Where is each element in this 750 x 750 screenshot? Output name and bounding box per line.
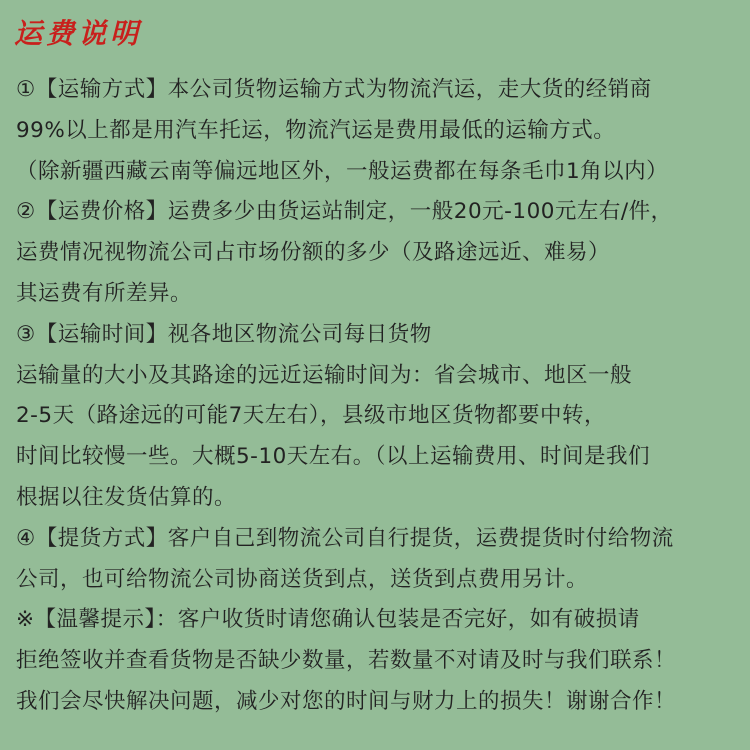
- text-line: 公司，也可给物流公司协商送货到点，送货到点费用另计。: [16, 566, 589, 592]
- text-line: 我们会尽快解决问题，减少对您的时间与财力上的损失！谢谢合作！: [16, 688, 677, 714]
- text-line: ①【运输方式】本公司货物运输方式为物流汽运，走大货的经销商: [16, 77, 652, 102]
- text-line: ※【温馨提示】：客户收货时请您确认包装是否完好，如有破损请: [16, 607, 640, 633]
- text-line: ②【运费价格】运费多少由货运站制定，一般20元-100元左右/件，: [16, 199, 673, 225]
- text-line: 2-5天（路途远的可能7天左右），县级市地区货物都要中转，: [16, 403, 607, 429]
- text-line: 时间比较慢一些。大概5-10天左右。（以上运输费用、时间是我们: [16, 444, 651, 470]
- text-line: ③【运输时间】视各地区物流公司每日货物: [16, 321, 432, 347]
- text-line: 其运费有所差异。: [16, 280, 193, 306]
- text-line: 99%以上都是用汽车托运，物流汽运是费用最低的运输方式。: [16, 117, 616, 143]
- text-line: 拒绝签收并查看货物是否缺少数量，若数量不对请及时与我们联系！: [16, 648, 677, 674]
- text-line: 运费情况视物流公司占市场份额的多少（及路途远近、难易）: [16, 240, 611, 266]
- text-line: （除新疆西藏云南等偏远地区外，一般运费都在每条毛巾1角以内）: [16, 158, 669, 184]
- text-line: 运输量的大小及其路途的远近运输时间为：省会城市、地区一般: [16, 362, 633, 388]
- page-title: 运费说明: [14, 17, 143, 50]
- text-line: ④【提货方式】客户自己到物流公司自行提货，运费提货时付给物流: [16, 525, 674, 551]
- text-line: 根据以往发货估算的。: [16, 484, 237, 510]
- shipping-notes: [16, 70, 746, 723]
